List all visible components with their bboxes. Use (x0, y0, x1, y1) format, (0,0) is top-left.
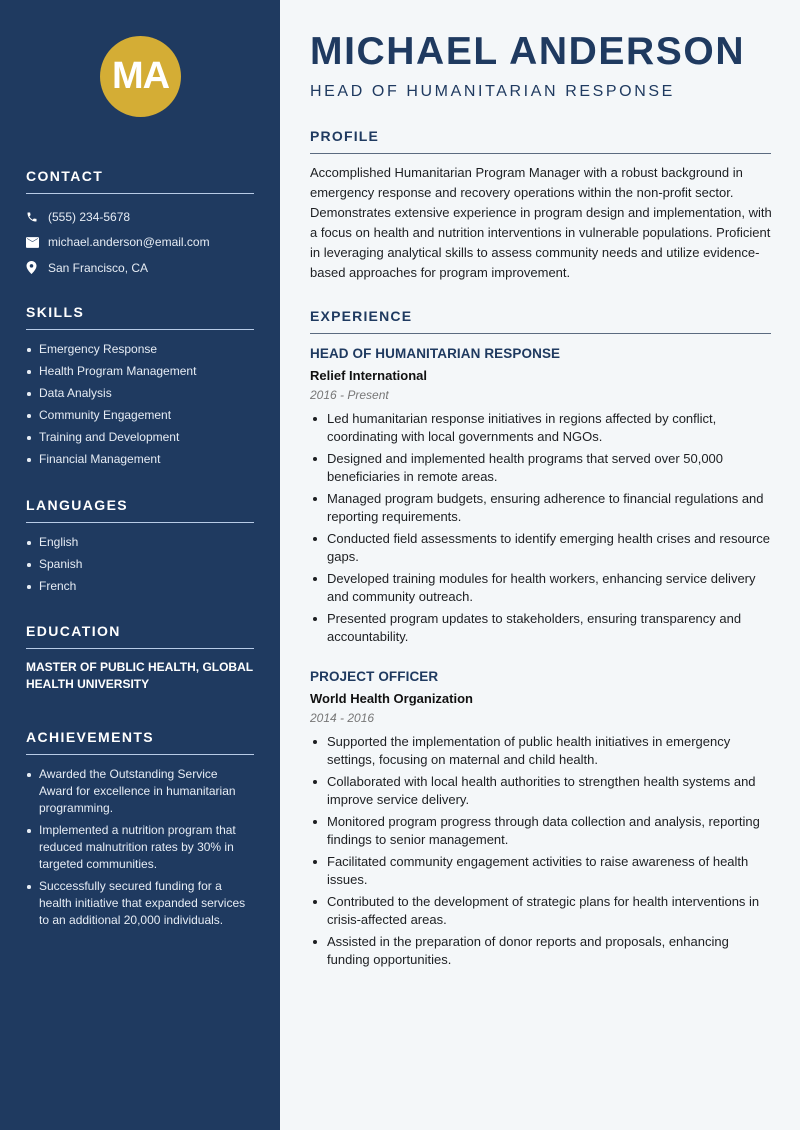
skill-item: Emergency Response (26, 341, 254, 358)
location-pin-icon (26, 261, 48, 274)
skill-item: Health Program Management (26, 363, 254, 380)
job-company: Relief International (310, 368, 428, 383)
contact-text[interactable]: michael.anderson@email.com (48, 235, 210, 250)
candidate-title: HEAD OF HUMANITARIAN RESPONSE (310, 83, 675, 100)
job-title: HEAD OF HUMANITARIAN RESPONSE (310, 346, 561, 361)
job-bullet: Facilitated community engagement activities to raise awareness of health issues. (310, 853, 771, 889)
skill-item: Training and Development (26, 429, 254, 446)
skill-item: Data Analysis (26, 385, 254, 402)
job-dates: 2014 - 2016 (310, 711, 375, 725)
job-bullet: Managed program budgets, ensuring adherence to financial regulations and reporting requirements. (310, 490, 771, 526)
job-bullet: Presented program updates to stakeholders, ensuring transparency and accountability. (310, 610, 771, 646)
achievements-section (26, 729, 254, 934)
avatar-initials: MA (111, 55, 170, 97)
job-bullet: Designed and implemented health programs that served over 50,000 beneficiaries in remote areas. (310, 450, 771, 486)
profile-summary: Accomplished Humanitarian Program Manager with a robust background in emergency response and recovery operations within the non-profit sector. Demonstrates extensive experience in program design and implementation, with a focus on health and nutrition interventions in vulnerable populations. Proficient in leveraging analytical skills to assess community needs and utilize evidence-based approaches for program improvement. (310, 165, 772, 280)
job-title: PROJECT OFFICER (310, 669, 439, 684)
job-company: World Health Organization (310, 691, 473, 706)
job-bullet: Led humanitarian response initiatives in regions affected by conflict, coordinating with local governments and NGOs. (310, 410, 771, 446)
section-heading: SKILLS (26, 304, 254, 330)
skill-item: Community Engagement (26, 407, 254, 424)
phone-icon (26, 211, 48, 223)
language-item: French (26, 578, 254, 595)
contact-section (26, 168, 254, 281)
job-dates: 2016 - Present (310, 388, 389, 402)
job-bullet: Contributed to the development of strategic plans for health interventions in crisis-affected areas. (310, 893, 771, 929)
skills-section (26, 304, 254, 473)
achievement-item: Awarded the Outstanding Service Award for excellence in humanitarian programming. (26, 766, 254, 817)
languages-list (26, 534, 254, 595)
job-bullet: Collaborated with local health authorities to strengthen health systems and improve service delivery. (310, 773, 771, 809)
job-bullets (310, 410, 771, 646)
candidate-name: MICHAEL ANDERSON (310, 30, 746, 73)
job-bullet: Monitored program progress through data collection and analysis, reporting findings to senior management. (310, 813, 771, 849)
achievement-item: Implemented a nutrition program that reduced malnutrition rates by 30% in targeted communities. (26, 822, 254, 873)
job-bullet: Assisted in the preparation of donor reports and proposals, enhancing funding opportunities. (310, 933, 771, 969)
section-heading: CONTACT (26, 168, 254, 194)
education-section (26, 623, 254, 693)
job-entry (310, 669, 771, 973)
contact-text: San Francisco, CA (48, 260, 149, 275)
language-item: Spanish (26, 556, 254, 573)
contact-phone (26, 204, 254, 230)
contact-email (26, 230, 254, 256)
skill-item: Financial Management (26, 451, 254, 468)
sidebar (0, 0, 280, 1130)
job-bullet: Supported the implementation of public health initiatives in emergency settings, focusing on maternal and child health. (310, 733, 771, 769)
languages-section (26, 497, 254, 600)
language-item: English (26, 534, 254, 551)
achievement-item: Successfully secured funding for a health initiative that expanded services to an additional 20,000 individuals. (26, 878, 254, 929)
contact-list (26, 204, 254, 281)
job-entry (310, 346, 771, 650)
section-heading: EDUCATION (26, 623, 254, 649)
section-heading-experience: EXPERIENCE (310, 308, 771, 334)
contact-location (26, 255, 254, 281)
job-bullets (310, 733, 771, 969)
job-bullet: Conducted field assessments to identify emerging health crises and resource gaps. (310, 530, 771, 566)
section-heading: ACHIEVEMENTS (26, 729, 254, 755)
skills-list (26, 341, 254, 468)
section-heading: LANGUAGES (26, 497, 254, 523)
job-bullet: Developed training modules for health workers, enhancing service delivery and community outreach. (310, 570, 771, 606)
avatar (100, 36, 181, 117)
section-heading-profile: PROFILE (310, 128, 771, 154)
contact-text: (555) 234-5678 (48, 209, 131, 224)
achievements-list (26, 766, 254, 929)
email-icon (26, 237, 48, 248)
education-degree: MASTER OF PUBLIC HEALTH, GLOBAL HEALTH UNIVERSITY (26, 660, 253, 691)
